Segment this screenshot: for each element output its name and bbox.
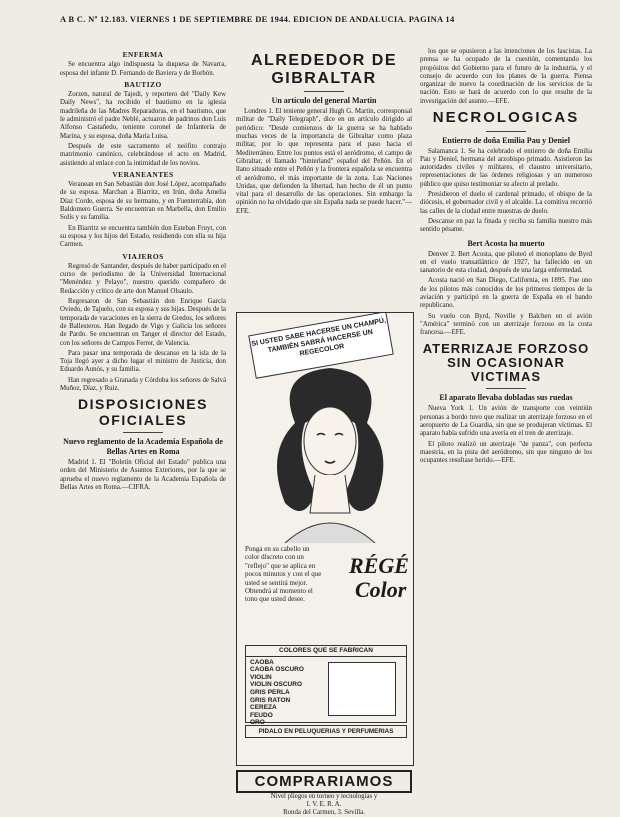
paragraph: Denver 2. Bert Acosta, que piloteó el monoplano de Byrd en el vuelo transatlántico de 1927, ha fallecido en un sanatorio de esta ciudad, después de una larga enfermedad.: [420, 250, 592, 275]
paragraph: Su vuelo con Byrd, Noville y Balchen en el avión "América" terminó con un aterrizaje forzoso en la costa francesa.—EFE.: [420, 312, 592, 337]
paragraph: Salamanca 1. Se ha celebrado el entierro de doña Emilia Pau y Deniel, hermana del arzobispo primado. Asistieron las autoridades civiles y militares, el claustro universitario, representaciones de las órdenes religiosas y un numeroso público que quiso testimoniar su afecto al prelado.: [420, 147, 592, 188]
ad-logo: RÉGÉ: [349, 553, 409, 578]
shade-item: GRIS PERLA: [250, 688, 290, 696]
section-subhead: VERANEANTES: [112, 169, 174, 179]
shade-item: VIOLIN OSCURO: [250, 681, 303, 689]
classified-line: Ronda del Carmen, 3. Sevilla.: [283, 809, 365, 816]
column-right: [420, 48, 592, 802]
paragraph: Londres 1. El teniente general Hugh G. Martin, corresponsal militar de "Daily Telegraph", dice en un artículo dirigido al periódico: "Desde comienzos de la guerra se ha hablado muchas veces de la importancia de Gibraltar como plaza militar, por lo que representa para el paso hacia el Mediterráneo. Entre los puntos está el aeródromo, el campo de Gibraltar, el llamado "hinterland" español del Peñón. En el llano situado entre el Peñón y la frontera española se encuentra el aeródromo, el más importante de la zona. Las Naciones Unidas, que defienden la libertad, han hecho de él un punto vital para el desarrollo de las operaciones. Sin embargo la opinión no ha olvidado que sin España nada se puede hacer."—EFE.: [236, 108, 412, 215]
shade-item: CAOBA: [250, 658, 274, 666]
section-subhead: ENFERMA: [122, 50, 164, 59]
shade-item: CAOBA OSCURO: [250, 666, 304, 674]
shade-item: CEREZA: [250, 704, 277, 712]
article-headline: El aparato llevaba dobladas sus ruedas: [439, 393, 573, 403]
column-middle: [236, 48, 412, 304]
section-headline: DISPOSICIONES OFICIALES: [78, 396, 208, 428]
paragraph: Han regresado a Granada y Córdoba los señores de Salvá Muñoz, Díaz, y Ruiz.: [60, 376, 226, 392]
ad-logo-color: Color: [355, 577, 407, 602]
shade-item: GRIS RATON: [250, 696, 291, 704]
paragraph: Madrid 1. El "Boletín Oficial del Estado" publica una orden del Ministerio de Asuntos Exteriores, por la que se aprueba el nuevo reglamento de la Academia Española de Bellas Artes en Roma.—CIFRA.: [60, 459, 226, 491]
paragraph: Regresaron de San Sebastián don Enrique García Oviedo, de Tajuelo, con su esposa y sus hijas. Después de la temporada de vacaciones en la sierra de Gredos, los señores de Ballesteros. Han llegado de Vigo y Galicia los señores de Pardo. Se encuentran en Tanger el director del Estado, con los señores de Campos Ferrer, de Valencia.: [60, 298, 226, 347]
shade-item: FEUDO: [250, 711, 273, 719]
classified-line: I. V. E. R. A.: [306, 801, 342, 808]
article-headline: Nuevo reglamento de la Academia Española de Bellas Artes en Roma: [63, 437, 223, 457]
divider: [486, 388, 526, 389]
regecolor-ad: [236, 312, 414, 766]
classified-ad: [236, 770, 412, 817]
section-headline: ALREDEDOR DE GIBRALTAR: [250, 52, 397, 87]
shade-item: VIOLIN: [250, 673, 272, 681]
column-left: [60, 48, 226, 802]
classified-line: Nivel pliegos en torneo y tecnologías y: [270, 793, 378, 800]
paragraph: El piloto realizó un aterrizaje "de panza", con perfecta maestría, en la pista del aeródromo, sin que ninguno de los ocupantes resultase herido.—EFE.: [420, 440, 592, 465]
section-subhead: VIAJEROS: [122, 251, 164, 261]
section-subhead: BAUTIZO: [124, 79, 162, 89]
divider: [304, 91, 344, 92]
woman-illustration: [255, 353, 405, 543]
ad-footer: PIDALO EN PELUQUERIAS Y PERFUMERIAS: [245, 725, 407, 738]
divider: [123, 432, 163, 433]
page-header: A B C. Nº 12.183. VIERNES 1 DE SEPTIEMBRE DE 1944. EDICION DE ANDALUCIA. PAGINA 14: [60, 14, 455, 24]
paragraph: Se encuentra algo indispuesta la duquesa de Navarra, esposa del infante D. Fernando de Baviera y de Borbón.: [60, 61, 226, 77]
article-headline: Bert Acosta ha muerto: [467, 238, 545, 248]
paragraph: Después de este sacramento el neófito contrajo matrimonio canónico, celebrándose el acto en Madrid, asistiendo al enlace con la intimidad de los novios.: [60, 142, 226, 167]
ad-shades-title: COLORES QUE SE FABRICAN: [246, 646, 406, 657]
shade-item: ORO: [250, 719, 265, 727]
paragraph: Regresó de Santander, después de haber participado en el curso de periodismo de la Universidad Internacional "Menéndez y Pelayo", nuestro querido compañero de Redacción y crítico de arte don Manuel Olsaulo.: [60, 262, 226, 295]
paragraph: En Biarritz se encuentra también don Esteban Fruyt, con su esposa y los hijos del Estado, residiendo con ella su hija Carmen.: [60, 224, 226, 249]
paragraph: Para pasar una temporada de descanso en la isla de la Toja llegó ayer a dicho lugar el ministro de Justicia, don Eduardo Aunós, y su familia.: [60, 349, 226, 374]
classified-title: COMPRARIAMOS: [236, 770, 412, 793]
section-headline: NECROLOGICAS: [432, 109, 580, 127]
article-headline: Entierro de doña Emilia Pau y Deniel: [442, 135, 570, 145]
ad-shades-list: [246, 657, 320, 729]
product-box-illustration: [328, 662, 396, 716]
divider: [486, 131, 526, 132]
paragraph: los que se opusieron a las intenciones de los fascistas. La prensa se ha ocupado de la cuestión, comentando los propósitos del Gobierno para el futuro de la industria, y el consejo de acuerdo con los planes de la guerra. Piensa organizar de nuevo la coordinación de los servicios de la nación. Esto se hará de acuerdo con lo que resulte de la investigación del asunto.—EFE.: [420, 48, 592, 105]
paragraph: Acosta nació en San Diego, California, en 1895. Fue uno de los pilotos más conocidos de los primeros tiempos de la aviación y participó en la guerra de España en el bando republicano.: [420, 277, 592, 310]
ad-banner: SI USTED SABE HACERSE UN CHAMPÚ, TAMBIÉN SABRÁ HACERSE UN REGECOLOR: [248, 312, 394, 379]
ad-shades-box: [245, 645, 407, 727]
paragraph: Zorzen, natural de Tajedi, y reportero del "Daily Kew Daily News", ha recibido el bautismo en la iglesia madrileña de las Madres Reparadoras, en el bautismo, que le administró el padre Neblé, actuaron de padrinos don Luis Alfonso Castañedo, teniente coronel de Infantería de Marina, y su esposa, doña María Luisa.: [60, 91, 226, 140]
ad-text: Ponga en su cabello un color discreto con un "reflejo" que se aplica en pocos minutos y con el que usted se sentirá mejor. Obtendrá al momento el tono que usted desee.: [245, 545, 322, 604]
paragraph: Presidieron el duelo el cardenal primado, el obispo de la diócesis, el gobernador civil y el alcalde. La comitiva recorrió las calles de la ciudad entre muestras de duelo.: [420, 191, 592, 215]
paragraph: Veranean en San Sebastián don José López, acompañado de su esposa. Marchan a Biarritz, en Irún, doña Amelia Díaz Corde, esposa de su hermano, y en Fuenterrabía, don Baldomero Guerra. Se encuentran en Marbella, don Emilio Solís y su familia.: [60, 181, 226, 222]
section-headline: ATERRIZAJE FORZOSO SIN OCASIONAR VICTIMAS: [422, 340, 590, 385]
article-headline: Un artículo del general Martin: [271, 96, 377, 106]
paragraph: Descanse en paz la finada y reciba su familia nuestro más sentido pésame.: [420, 217, 592, 234]
paragraph: Nueva York 1. Un avión de transporte con veintiún personas a bordo tuvo que realizar un aterrizaje forzoso en el aeropuerto de La Guardia, sin que se produjeran víctimas. El aparato había sufrido una avería en el tren de aterrizaje.: [420, 405, 592, 438]
